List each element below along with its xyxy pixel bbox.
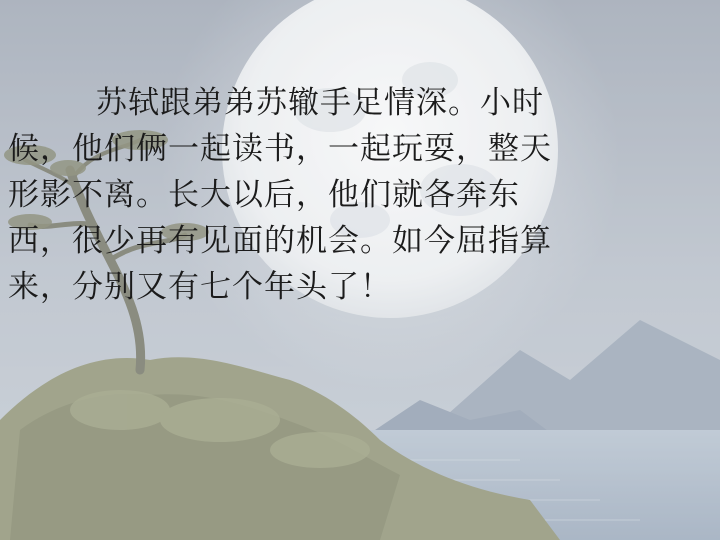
paragraph-text xyxy=(8,80,698,310)
paragraph-line: 来，分别又有七个年头了！ xyxy=(8,269,392,305)
paragraph-line: 西，很少再有见面的机会。如今屈指算 xyxy=(8,223,552,259)
paragraph-line: 候，他们俩一起读书，一起玩耍，整天 xyxy=(8,131,552,167)
paragraph-line: 形影不离。长大以后，他们就各奔东 xyxy=(8,177,520,213)
paragraph-line: 苏轼跟弟弟苏辙手足情深。小时 xyxy=(96,85,544,121)
